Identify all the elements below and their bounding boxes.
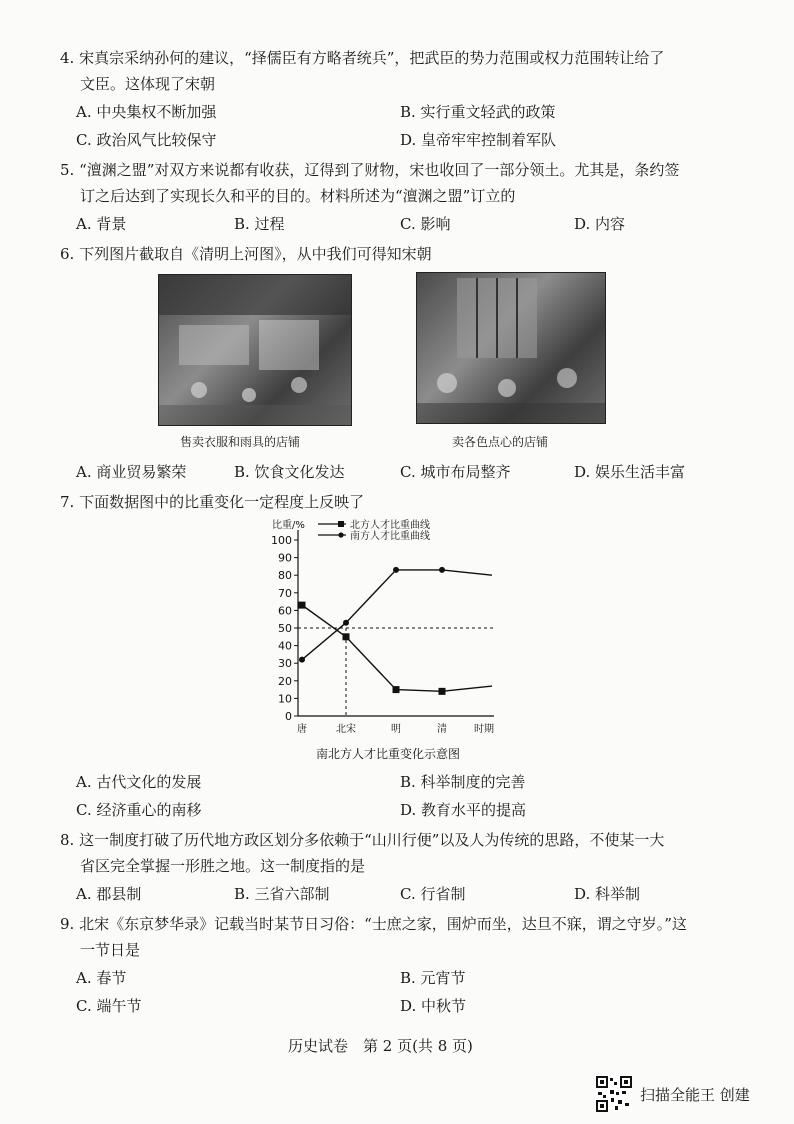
q4-option-c: C. 政治风气比较保守 — [76, 131, 217, 149]
q8-option-c: C. 行省制 — [400, 885, 466, 903]
data-point-north — [439, 688, 446, 695]
q5-option-a: A. 背景 — [76, 215, 127, 233]
q5-option-d: D. 内容 — [574, 215, 626, 233]
q7-option-b: B. 科举制度的完善 — [400, 773, 526, 791]
q9-option-d: D. 中秋节 — [400, 997, 467, 1015]
series-line-north — [302, 605, 492, 691]
data-point-south — [393, 567, 399, 573]
q4-stem-line2: 文臣。这体现了宋朝 — [80, 75, 216, 93]
y-tick-label: 20 — [278, 674, 292, 688]
x-tick-label: 唐 — [297, 724, 307, 735]
q5-stem-line1: 5. “澶渊之盟”对双方来说都有收获，辽得到了财物，宋也收回了一部分领土。尤其是，条约签 — [60, 161, 680, 179]
painting-scene-left — [159, 275, 351, 425]
data-point-north — [343, 633, 350, 640]
q5-option-b: B. 过程 — [234, 215, 285, 233]
y-tick-label: 70 — [278, 586, 292, 600]
q7-option-d: D. 教育水平的提高 — [400, 801, 527, 819]
q9-stem-line1: 9. 北宋《东京梦华录》记载当时某节日习俗：“士庶之家，围炉而坐，达旦不寐，谓之守岁。”这 — [60, 915, 687, 933]
q9-option-a: A. 春节 — [76, 969, 127, 987]
x-tick-label: 清 — [437, 724, 447, 735]
talent-ratio-chart-svg — [258, 516, 518, 764]
y-tick-label: 60 — [278, 604, 292, 618]
q4-stem-line1: 4. 宋真宗采纳孙何的建议，“择儒臣有方略者统兵”，把武臣的势力范围或权力范围转让给了 — [60, 49, 665, 67]
q6-stem: 6. 下列图片截取自《清明上河图》，从中我们可得知宋朝 — [60, 245, 432, 263]
q8-option-a: A. 郡县制 — [76, 885, 142, 903]
data-point-south — [299, 657, 305, 663]
y-tick-label: 10 — [278, 692, 292, 706]
y-tick-label: 30 — [278, 657, 292, 671]
series-line-south — [302, 570, 492, 660]
painting-clothing-shop-image — [158, 274, 352, 426]
caption-pastry-shop: 卖各色点心的店铺 — [452, 435, 549, 449]
caption-clothing-shop: 售卖衣服和雨具的店铺 — [180, 435, 301, 449]
q9-option-b: B. 元宵节 — [400, 969, 466, 987]
y-tick-label: 90 — [278, 551, 292, 565]
x-axis-label: 时期 — [474, 724, 494, 735]
q4-option-d: D. 皇帝牢牢控制着军队 — [400, 131, 557, 149]
y-tick-label: 100 — [271, 534, 292, 547]
data-point-north — [299, 602, 306, 609]
q8-stem-line1: 8. 这一制度打破了历代地方政区划分多依赖于“山川行便”以及人为传统的思路，不使某一大 — [60, 831, 665, 849]
q5-option-c: C. 影响 — [400, 215, 451, 233]
qr-code-graphic — [596, 1076, 632, 1112]
chart-title: 南北方人才比重变化示意图 — [315, 747, 461, 761]
data-point-north — [393, 686, 400, 693]
painting-scene-right — [417, 273, 605, 423]
q7-option-a: A. 古代文化的发展 — [76, 773, 202, 791]
qr-code-icon — [596, 1076, 632, 1112]
q9-option-c: C. 端午节 — [76, 997, 142, 1015]
q4-option-b: B. 实行重文轻武的政策 — [400, 103, 556, 121]
q5-stem-line2: 订之后达到了实现长久和平的目的。材料所述为“澶渊之盟”订立的 — [80, 187, 516, 205]
legend-marker-circle — [338, 532, 343, 537]
q9-stem-line2: 一节日是 — [80, 941, 141, 959]
scanner-watermark: 扫描全能王 创建 — [640, 1086, 750, 1104]
page-footer: 历史试卷 第 2 页(共 8 页) — [288, 1037, 473, 1055]
y-tick-label: 50 — [278, 622, 292, 635]
q6-option-a: A. 商业贸易繁荣 — [76, 463, 187, 481]
legend-label: 北方人才比重曲线 — [350, 520, 430, 531]
legend-marker-square — [338, 521, 344, 527]
q8-option-b: B. 三省六部制 — [234, 885, 330, 903]
q7-option-c: C. 经济重心的南移 — [76, 801, 202, 819]
talent-ratio-chart — [258, 516, 518, 764]
y-tick-label: 0 — [285, 710, 292, 723]
q7-stem: 7. 下面数据图中的比重变化一定程度上反映了 — [60, 493, 365, 511]
q6-option-d: D. 娱乐生活丰富 — [574, 463, 686, 481]
x-tick-label: 北宋 — [336, 724, 356, 735]
legend-label: 南方人才比重曲线 — [350, 531, 430, 542]
q6-option-b: B. 饮食文化发达 — [234, 463, 345, 481]
q8-stem-line2: 省区完全掌握一形胜之地。这一制度指的是 — [80, 857, 366, 875]
data-point-south — [343, 620, 349, 626]
y-axis-label: 比重/% — [272, 520, 305, 531]
y-tick-label: 40 — [278, 639, 292, 653]
data-point-south — [439, 567, 445, 573]
x-tick-label: 明 — [391, 724, 401, 735]
q6-option-c: C. 城市布局整齐 — [400, 463, 511, 481]
q4-option-a: A. 中央集权不断加强 — [76, 103, 217, 121]
painting-pastry-shop-image — [416, 272, 606, 424]
q8-option-d: D. 科举制 — [574, 885, 641, 903]
y-tick-label: 80 — [278, 569, 292, 583]
